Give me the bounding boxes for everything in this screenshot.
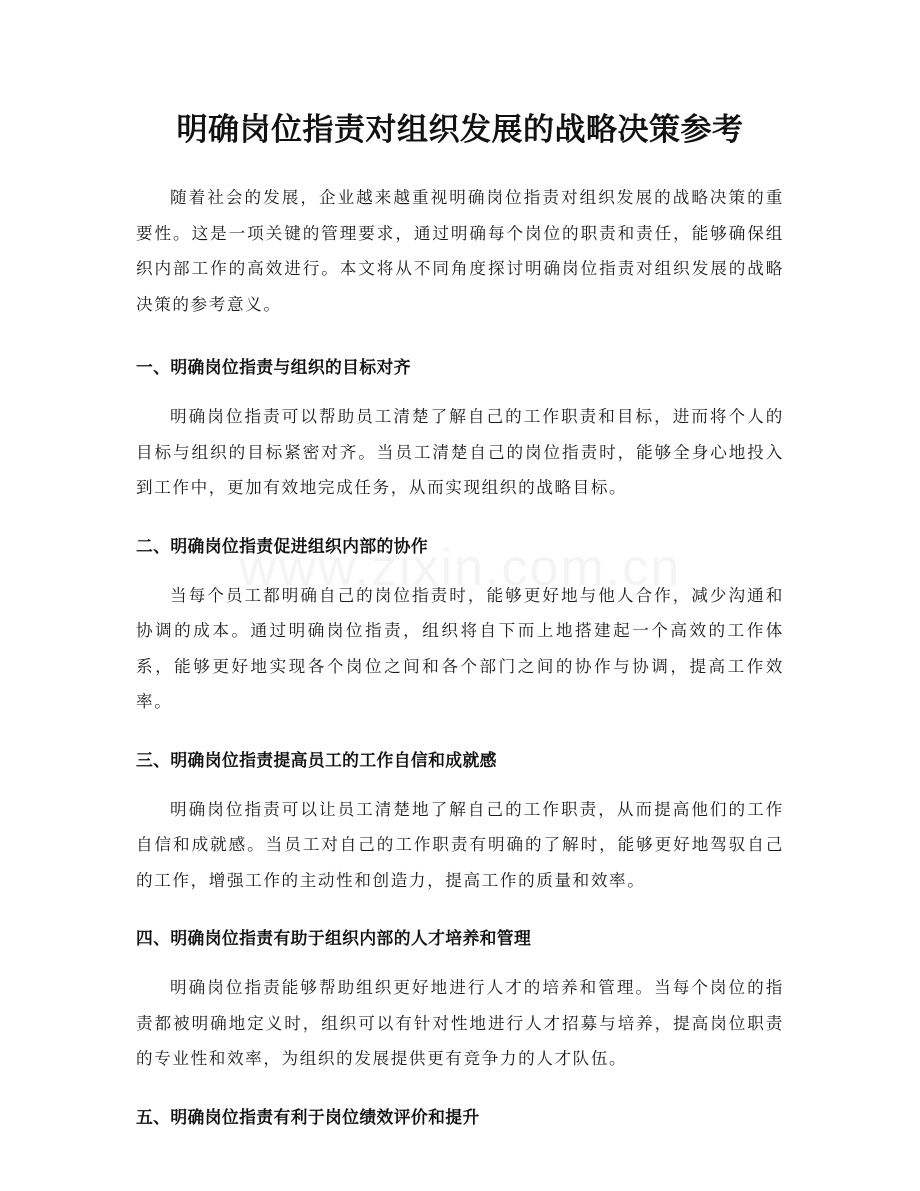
section-spacer [136,506,784,534]
section-heading: 五、明确岗位指责有利于岗位绩效评价和提升 [136,1106,480,1127]
section-paragraph: 当每个员工都明确自己的岗位指责时，能够更好地与他人合作，减少沟通和协调的成本。通过明确岗位指责，组织将自下而上地搭建起一个高效的工作体系，能够更好地实现各个岗位之间和各个部门之间的协作与协调，提高工作效率。 [136,585,784,711]
section-spacer [136,1077,784,1105]
intro-paragraph: 随着社会的发展，企业越来越重视明确岗位指责对组织发展的战略决策的重要性。这是一项关键的管理要求，通过明确每个岗位的职责和责任，能够确保组织内部工作的高效进行。本文将从不同角度探讨明确岗位指责对组织发展的战略决策的参考意义。 [136,188,784,314]
section-paragraph: 明确岗位指责可以让员工清楚地了解自己的工作职责，从而提高他们的工作自信和成就感。当员工对自己的工作职责有明确的了解时，能够更好地驾驭自己的工作，增强工作的主动性和创造力，提高工作的质量和效率。 [136,799,784,890]
section-2 [136,534,784,720]
section-heading: 三、明确岗位指责提高员工的工作自信和成就感 [136,749,497,770]
section-spacer [136,720,784,748]
section-4 [136,926,784,1077]
section-5 [136,1105,784,1129]
section-3 [136,748,784,899]
section-heading: 四、明确岗位指责有助于组织内部的人才培养和管理 [136,928,532,948]
section-spacer [136,898,784,926]
section-heading: 一、明确岗位指责与组织的目标对齐 [136,357,411,377]
section-paragraph: 明确岗位指责可以帮助员工清楚了解自己的工作职责和目标，进而将个人的目标与组织的目标紧密对齐。当员工清楚自己的岗位指责时，能够全身心地投入到工作中，更加有效地完成任务，从而实现组织的战略目标。 [136,407,784,497]
document-body [136,180,784,1129]
page-title: 明确岗位指责对组织发展的战略决策参考 [176,112,744,148]
section-paragraph: 明确岗位指责能够帮助组织更好地进行人才的培养和管理。当每个岗位的指责都被明确地定义时，组织可以有针对性地进行人才招募与培养，提高岗位职责的专业性和效率，为组织的发展提供更有竞争力的人才队伍。 [136,978,784,1068]
section-1 [136,355,784,506]
section-heading: 二、明确岗位指责促进组织内部的协作 [136,535,429,556]
